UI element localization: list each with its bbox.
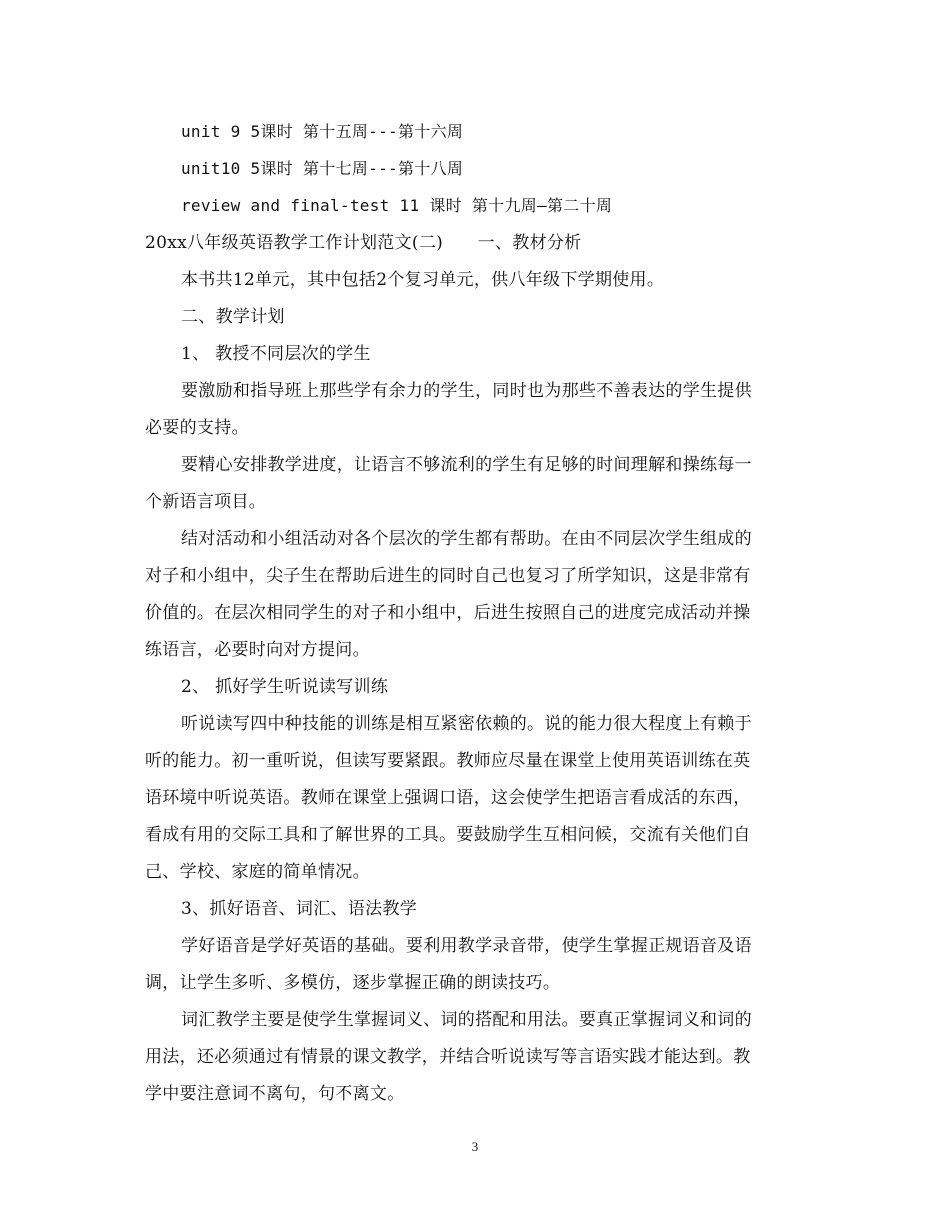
heading-listening: 2、 抓好学生听说读写训练 [181, 677, 389, 697]
paragraph-line: 语环境中听说英语。教师在课堂上强调口语，这会使学生把语言看成活的东西， [145, 788, 751, 808]
paragraph-line: 用法，还必须通过有情景的课文教学，并结合听说读写等言语实践才能达到。教 [145, 1047, 751, 1067]
heading-pronunciation: 3、抓好语音、词汇、语法教学 [181, 899, 418, 919]
schedule-line-unit9: unit 9 5课时 第十五周---第十六周 [181, 122, 464, 141]
paragraph-line: 练语言，必要时向对方提问。 [145, 640, 370, 660]
paragraph-line: 个新语言项目。 [145, 492, 267, 512]
schedule-line-review: review and final-test 11 课时 第十九周—第二十周 [181, 196, 613, 215]
paragraph-line: 词汇教学主要是使学生掌握词义、词的搭配和用法。要真正掌握词义和词的 [181, 1010, 752, 1030]
paragraph-line: 要精心安排教学进度，让语言不够流利的学生有足够的时间理解和操练每一 [181, 455, 752, 475]
paragraph-line: 学中要注意词不离句，句不离文。 [145, 1084, 405, 1104]
heading-levels: 1、 教授不同层次的学生 [181, 344, 371, 364]
paragraph-line: 听说读写四中种技能的训练是相互紧密依赖的。说的能力很大程度上有赖于 [181, 714, 752, 734]
paragraph-line: 价值的。在层次相同学生的对子和小组中，后进生按照自己的进度完成活动并操 [145, 603, 751, 623]
paragraph-line: 己、学校、家庭的简单情况。 [145, 862, 370, 882]
paragraph-line: 要激励和指导班上那些学有余力的学生，同时也为那些不善表达的学生提供 [181, 381, 752, 401]
heading-teaching-plan: 二、教学计划 [181, 307, 285, 327]
paragraph-line: 听的能力。初一重听说，但读写要紧跟。教师应尽量在课堂上使用英语训练在英 [145, 751, 751, 771]
paragraph-line: 看成有用的交际工具和了解世界的工具。要鼓励学生互相问候，交流有关他们自 [145, 825, 751, 845]
section-title: 20xx八年级英语教学工作计划范文(二) 一、教材分析 [145, 233, 582, 253]
paragraph-line: 学好语音是学好英语的基础。要利用教学录音带，使学生掌握正规语音及语 [181, 936, 752, 956]
paragraph-line: 必要的支持。 [145, 418, 249, 438]
schedule-line-unit10: unit10 5课时 第十七周---第十八周 [181, 159, 464, 178]
paragraph-line: 对子和小组中，尖子生在帮助后进生的同时自己也复习了所学知识，这是非常有 [145, 566, 751, 586]
paragraph-line: 调，让学生多听、多模仿，逐步掌握正确的朗读技巧。 [145, 973, 561, 993]
page-number: 3 [471, 1139, 479, 1154]
paragraph-line: 结对活动和小组活动对各个层次的学生都有帮助。在由不同层次学生组成的 [181, 529, 752, 549]
paragraph-line: 本书共12单元，其中包括2个复习单元，供八年级下学期使用。 [181, 270, 665, 290]
